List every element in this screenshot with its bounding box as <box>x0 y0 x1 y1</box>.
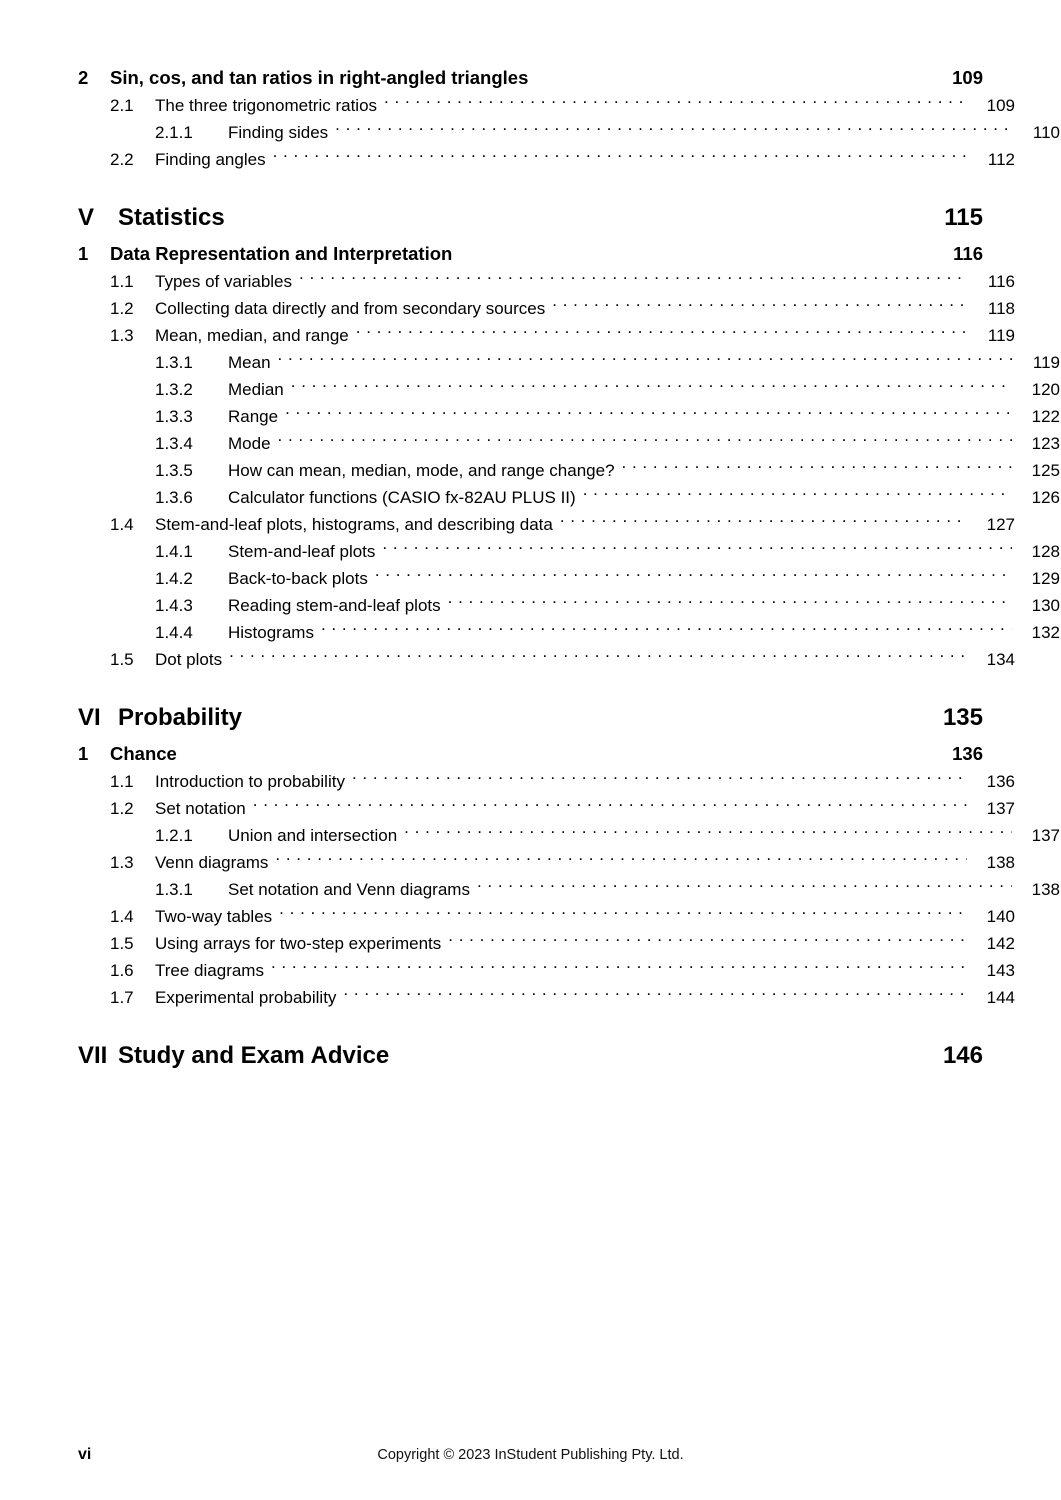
toc-entry-number: 1.5 <box>110 650 134 669</box>
toc-entry-page-number: 140 <box>986 907 1015 926</box>
toc-entry-number: 1.4.2 <box>155 569 193 588</box>
toc-dot-leader <box>384 94 967 111</box>
toc-entry-number: VII <box>78 1042 108 1069</box>
toc-entry-page-number: 143 <box>986 961 1015 980</box>
toc-entry-page-number: 137 <box>1031 826 1060 845</box>
toc-entry-subsection[interactable] <box>155 484 1060 511</box>
toc-entry-title: Set notation and Venn diagrams <box>228 880 470 899</box>
toc-entry-page-number: 109 <box>952 67 983 88</box>
toc-entry-number: 1.3.1 <box>155 353 193 372</box>
toc-dot-leader <box>343 986 967 1003</box>
toc-entry-title: Statistics <box>118 204 225 231</box>
toc-entry-section[interactable] <box>110 295 1015 322</box>
toc-dot-leader <box>352 770 967 787</box>
toc-entry-chapter[interactable] <box>78 239 983 268</box>
toc-entry-subsection[interactable] <box>155 119 1060 146</box>
toc-entry-section[interactable] <box>110 511 1015 538</box>
toc-entry-section[interactable] <box>110 957 1015 984</box>
toc-entry-page-number: 122 <box>1031 407 1060 426</box>
toc-entry-page-number: 142 <box>986 934 1015 953</box>
toc-entry-page-number: 136 <box>952 743 983 764</box>
toc-entry-title: Mode <box>228 434 271 453</box>
toc-entry-number: 2 <box>78 67 89 88</box>
toc-entry-title: Data Representation and Interpretation <box>110 243 453 264</box>
toc-entry-page-number: 118 <box>987 299 1015 318</box>
toc-entry-title: Tree diagrams <box>155 961 264 980</box>
toc-entry-title: Using arrays for two-step experiments <box>155 934 442 953</box>
toc-entry-page-number: 119 <box>987 326 1015 345</box>
toc-entry-page-number: 132 <box>1031 623 1060 642</box>
toc-entry-subsection[interactable] <box>155 430 1060 457</box>
toc-dot-leader <box>356 324 967 341</box>
toc-entry-subsection[interactable] <box>155 822 1060 849</box>
toc-entry-title: Venn diagrams <box>155 853 269 872</box>
toc-entry-title: Mean, median, and range <box>155 326 349 345</box>
toc-entry-section[interactable] <box>110 795 1015 822</box>
toc-entry-subsection[interactable] <box>155 538 1060 565</box>
toc-entry-number: 1.3.5 <box>155 461 193 480</box>
toc-entry-number: 1.2 <box>110 299 134 318</box>
toc-entry-number: VI <box>78 704 101 731</box>
toc-entry-page-number: 128 <box>1031 542 1060 561</box>
toc-entry-title: Back-to-back plots <box>228 569 368 588</box>
toc-entry-section[interactable] <box>110 984 1015 1011</box>
toc-entry-page-number: 134 <box>986 650 1015 669</box>
toc-dot-leader <box>285 405 1012 422</box>
toc-entry-number: 2.1.1 <box>155 123 193 142</box>
toc-entry-title: Probability <box>118 704 243 731</box>
toc-entry-number: 1 <box>78 743 89 764</box>
toc-dot-leader <box>299 270 967 287</box>
toc-entry-subsection[interactable] <box>155 619 1060 646</box>
toc-entry-number: 1.3 <box>110 326 134 345</box>
toc-dot-leader <box>275 851 967 868</box>
toc-dot-leader <box>404 824 1012 841</box>
toc-dot-leader <box>278 432 1012 449</box>
toc-entry-part[interactable] <box>78 201 983 235</box>
toc-entry-number: 1.4.3 <box>155 596 193 615</box>
toc-dot-leader <box>622 459 1012 476</box>
toc-entry-title: The three trigonometric ratios <box>155 96 378 115</box>
toc-entry-number: 1.2 <box>110 799 134 818</box>
toc-entry-number: 1.5 <box>110 934 134 953</box>
toc-entry-chapter[interactable] <box>78 63 983 92</box>
toc-dot-leader <box>583 486 1012 503</box>
toc-entry-subsection[interactable] <box>155 592 1060 619</box>
toc-entry-part[interactable] <box>78 701 983 735</box>
toc-entry-title: Range <box>228 407 279 426</box>
toc-entry-page-number: 126 <box>1031 488 1060 507</box>
toc-dot-leader <box>477 878 1012 895</box>
toc-entry-title: Finding angles <box>155 150 266 169</box>
toc-dot-leader <box>278 351 1012 368</box>
toc-dot-leader <box>273 148 967 165</box>
toc-entry-title: Dot plots <box>155 650 223 669</box>
toc-entry-number: 1.4 <box>110 515 134 534</box>
toc-entry-title: Stem-and-leaf plots, histograms, and describing data <box>155 515 553 534</box>
toc-entry-page-number: 109 <box>986 96 1015 115</box>
toc-dot-leader <box>335 121 1012 138</box>
toc-entry-section[interactable] <box>110 849 1015 876</box>
toc-entry-subsection[interactable] <box>155 376 1060 403</box>
toc-entry-page-number: 120 <box>1031 380 1060 399</box>
toc-entry-page-number: 115 <box>944 204 983 231</box>
toc-entry-page-number: 127 <box>986 515 1015 534</box>
toc-entry-number: 1.7 <box>110 988 134 1007</box>
toc-entry-section[interactable] <box>110 930 1015 957</box>
toc-entry-title: Stem-and-leaf plots <box>228 542 376 561</box>
toc-entry-number: 1.1 <box>110 772 134 791</box>
toc-entry-title: Chance <box>110 743 177 764</box>
toc-entry-page-number: 116 <box>953 243 983 264</box>
toc-entry-subsection[interactable] <box>155 457 1060 484</box>
toc-entry-title: Reading stem-and-leaf plots <box>228 596 441 615</box>
toc-entry-title: Introduction to probability <box>155 772 345 791</box>
toc-entry-number: 1.3.2 <box>155 380 193 399</box>
toc-entry-number: 1.2.1 <box>155 826 193 845</box>
toc-entry-page-number: 146 <box>942 1042 983 1069</box>
toc-entry-number: 1.3 <box>110 853 134 872</box>
toc-entry-page-number: 112 <box>987 150 1015 169</box>
toc-entry-title: Finding sides <box>228 123 329 142</box>
toc-entry-title: Set notation <box>155 799 246 818</box>
toc-entry-part[interactable] <box>78 1039 983 1073</box>
toc-entry-number: 1.4.4 <box>155 623 193 642</box>
toc-entry-number: 1.3.6 <box>155 488 193 507</box>
toc-entry-page-number: 110 <box>1032 123 1060 142</box>
toc-dot-leader <box>552 297 967 314</box>
toc-entry-number: 1 <box>78 243 89 264</box>
toc-entry-title: Collecting data directly and from secondary sources <box>155 299 546 318</box>
toc-entry-number: 1.6 <box>110 961 134 980</box>
toc-entry-number: 2.2 <box>110 150 134 169</box>
page-footer <box>78 1444 983 1464</box>
toc-entry-subsection[interactable] <box>155 876 1060 903</box>
copyright-notice: Copyright © 2023 InStudent Publishing Pty. Ltd. <box>377 1447 684 1463</box>
toc-entry-number: 1.4 <box>110 907 134 926</box>
toc-entry-section[interactable] <box>110 322 1015 349</box>
toc-entry-page-number: 129 <box>1031 569 1060 588</box>
toc-entry-title: Union and intersection <box>228 826 398 845</box>
toc-entry-subsection[interactable] <box>155 403 1060 430</box>
toc-entry-title: Sin, cos, and tan ratios in right-angled triangles <box>110 67 529 88</box>
toc-entry-page-number: 137 <box>986 799 1015 818</box>
toc-entry-title: Calculator functions (CASIO fx-82AU PLUS II) <box>228 488 576 507</box>
toc-entry-page-number: 116 <box>987 272 1015 291</box>
toc-entry-number: 1.3.1 <box>155 880 193 899</box>
toc-entry-section[interactable] <box>110 768 1015 795</box>
toc-entry-title: Mean <box>228 353 271 372</box>
toc-entry-section[interactable] <box>110 92 1015 119</box>
toc-entry-subsection[interactable] <box>155 565 1060 592</box>
toc-entry-title: Study and Exam Advice <box>118 1042 390 1069</box>
toc-entry-number: 2.1 <box>110 96 134 115</box>
toc-entry-page-number: 144 <box>986 988 1015 1007</box>
toc-entry-title: Two-way tables <box>155 907 273 926</box>
toc-entry-number: 1.1 <box>110 272 134 291</box>
toc-dot-leader <box>375 567 1012 584</box>
toc-entry-section[interactable] <box>110 646 1015 673</box>
toc-entry-number: 1.3.4 <box>155 434 193 453</box>
toc-dot-leader <box>560 513 967 530</box>
toc-dot-leader <box>448 932 967 949</box>
toc-entry-title: Types of variables <box>155 272 293 291</box>
toc-dot-leader <box>229 648 967 665</box>
toc-entry-page-number: 123 <box>1031 434 1060 453</box>
toc-entry-page-number: 138 <box>1031 880 1060 899</box>
toc-entry-page-number: 130 <box>1031 596 1060 615</box>
toc-entry-section[interactable] <box>110 903 1015 930</box>
toc-dot-leader <box>271 959 967 976</box>
toc-entry-page-number: 119 <box>1032 353 1060 372</box>
toc-entry-chapter[interactable] <box>78 739 983 768</box>
toc-dot-leader <box>291 378 1012 395</box>
toc-entry-page-number: 138 <box>986 853 1015 872</box>
toc-dot-leader <box>448 594 1012 611</box>
toc-entry-title: Median <box>228 380 284 399</box>
toc-entry-number: 1.4.1 <box>155 542 193 561</box>
toc-entry-title: Experimental probability <box>155 988 337 1007</box>
toc-entry-section[interactable] <box>110 268 1015 295</box>
folio-page-number: vi <box>78 1446 92 1463</box>
table-of-contents-list <box>78 63 1060 1077</box>
toc-dot-leader <box>253 797 967 814</box>
toc-entry-title: Histograms <box>228 623 314 642</box>
toc-entry-number: 1.3.3 <box>155 407 193 426</box>
toc-entry-section[interactable] <box>110 146 1015 173</box>
toc-entry-page-number: 136 <box>986 772 1015 791</box>
toc-entry-page-number: 135 <box>942 704 983 731</box>
toc-entry-number: V <box>78 204 95 231</box>
toc-entry-subsection[interactable] <box>155 349 1060 376</box>
toc-dot-leader <box>321 621 1012 638</box>
toc-entry-page-number: 125 <box>1031 461 1060 480</box>
toc-dot-leader <box>279 905 967 922</box>
toc-entry-title: How can mean, median, mode, and range change? <box>228 461 615 480</box>
toc-dot-leader <box>382 540 1012 557</box>
